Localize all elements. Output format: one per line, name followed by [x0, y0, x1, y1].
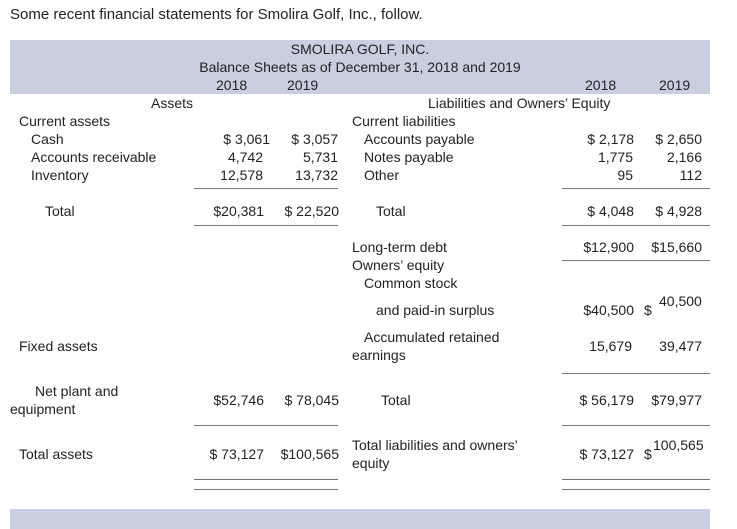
long-term-debt-2019: $15,660: [651, 239, 702, 255]
right-year-2019: 2019: [659, 77, 691, 93]
rule-line: [194, 225, 338, 226]
total-le-2018: $ 73,127: [579, 446, 634, 462]
current-liabilities-total-2018: $ 4,048: [587, 203, 634, 219]
owners-equity-label: Owners’ equity: [352, 257, 445, 273]
right-year-2018: 2018: [585, 77, 617, 93]
rule-line: [562, 260, 710, 261]
current-assets-total-2019: $ 22,520: [284, 203, 339, 219]
inventory-2019: 13,732: [295, 167, 338, 183]
net-plant-2019: $ 78,045: [284, 392, 339, 408]
double-rule-top: [194, 479, 338, 480]
retained-earnings-2019: 39,477: [659, 338, 702, 354]
other-liabilities-2019: 112: [679, 167, 702, 183]
net-plant-2018: $52,746: [213, 392, 264, 408]
rule-line: [562, 188, 710, 189]
rule-line: [562, 373, 710, 374]
current-assets-total-label: Total: [45, 203, 75, 219]
net-plant-label-2: equipment: [10, 401, 76, 417]
other-liabilities-label: Other: [364, 167, 400, 183]
left-year-2018: 2018: [216, 77, 248, 93]
common-stock-label: Common stock: [364, 275, 458, 291]
paid-in-surplus-2019: 40,500: [659, 293, 702, 309]
current-liabilities-total-label: Total: [376, 203, 406, 219]
receivable-2019: 5,731: [302, 149, 338, 165]
retained-earnings-label-1: Accumulated retained: [364, 329, 500, 345]
double-rule-top: [562, 479, 710, 480]
other-liabilities-2018: 95: [617, 167, 633, 183]
rule-line: [194, 425, 338, 426]
retained-earnings-label-2: earnings: [352, 347, 406, 363]
company-name: SMOLIRA GOLF, INC.: [290, 41, 430, 57]
total-le-label-2: equity: [352, 455, 390, 471]
equity-total-label: Total: [381, 392, 411, 408]
inventory-2018: 12,578: [220, 167, 263, 183]
total-le-2019-dollar: $: [644, 446, 652, 462]
notes-payable-label: Notes payable: [364, 149, 454, 165]
accounts-payable-2019: $ 2,650: [655, 131, 702, 147]
rule-line: [194, 188, 338, 189]
accounts-payable-label: Accounts payable: [364, 131, 475, 147]
fixed-assets-label: Fixed assets: [19, 338, 98, 354]
paid-in-surplus-label: and paid-in surplus: [376, 302, 495, 318]
paid-in-surplus-2018: $40,500: [583, 302, 634, 318]
inventory-label: Inventory: [31, 167, 89, 183]
current-liabilities-total-2019: $ 4,928: [655, 203, 702, 219]
double-rule-bottom: [562, 489, 710, 490]
long-term-debt-2018: $12,900: [583, 239, 634, 255]
total-assets-label: Total assets: [19, 446, 93, 462]
statement-subtitle: Balance Sheets as of December 31, 2018 and 2019: [199, 59, 521, 75]
receivable-label: Accounts receivable: [31, 149, 157, 165]
long-term-debt-label: Long-term debt: [352, 239, 447, 255]
liabilities-heading: Liabilities and Owners’ Equity: [428, 95, 611, 111]
cash-2019: $ 3,057: [291, 131, 338, 147]
total-assets-2018: $ 73,127: [209, 446, 264, 462]
rule-line: [562, 225, 710, 226]
receivable-2018: 4,742: [227, 149, 263, 165]
cash-label: Cash: [31, 131, 64, 147]
equity-total-2018: $ 56,179: [579, 392, 634, 408]
rule-line: [562, 425, 710, 426]
assets-heading: Assets: [151, 95, 194, 111]
footer-band: [10, 509, 710, 529]
notes-payable-2018: 1,775: [597, 149, 633, 165]
current-assets-total-2018: $20,381: [213, 203, 264, 219]
notes-payable-2019: 2,166: [666, 149, 702, 165]
cash-2018: $ 3,061: [223, 131, 270, 147]
equity-total-2019: $79,977: [651, 392, 702, 408]
intro-text: Some recent financial statements for Smolira Golf, Inc., follow.: [10, 6, 423, 23]
retained-earnings-2018: 15,679: [589, 338, 632, 354]
total-assets-2019: $100,565: [280, 446, 339, 462]
total-le-label-1: Total liabilities and owners’: [352, 437, 518, 453]
net-plant-label-1: Net plant and: [35, 383, 119, 399]
accounts-payable-2018: $ 2,178: [587, 131, 634, 147]
paid-in-surplus-2019-dollar: $: [644, 302, 652, 318]
left-year-2019: 2019: [287, 77, 319, 93]
current-liabilities-label: Current liabilities: [352, 113, 456, 129]
double-rule-bottom: [194, 489, 338, 490]
current-assets-label: Current assets: [19, 113, 111, 129]
total-le-2019: 100,565: [653, 437, 704, 453]
